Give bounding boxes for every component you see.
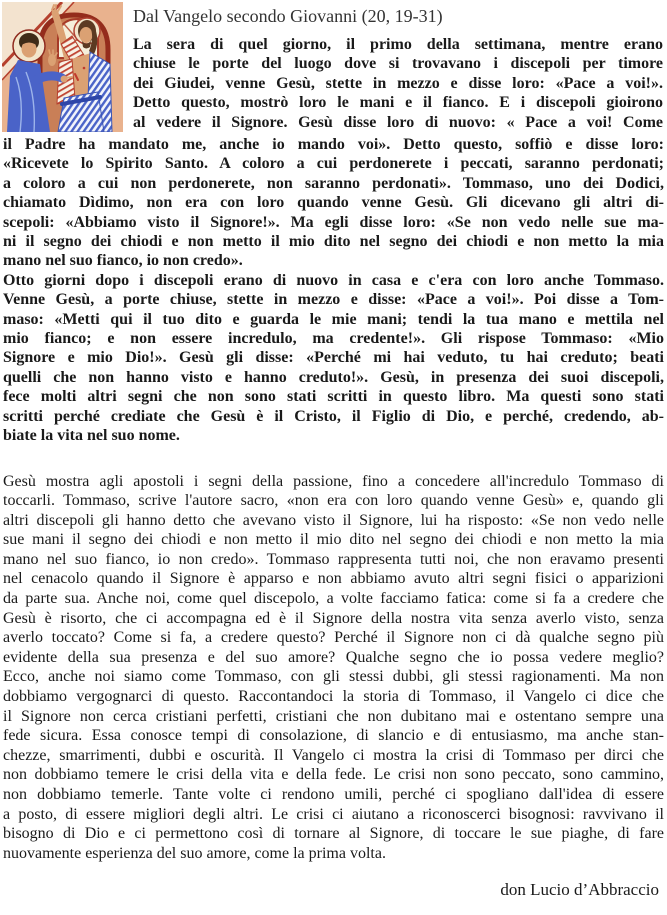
incredulity-of-thomas-icon: [2, 2, 123, 132]
text-line: Detto questo, mostrò loro le mani e il fianco. E i discepoli gioirono: [133, 94, 663, 112]
text-line: quelli che non hanno visto e hanno creduto!». Gesù, in presenza dei suoi discepoli,: [3, 368, 664, 386]
text-line: il Padre ha mandato me, anche io mando voi». Detto questo, soffiò e disse loro:: [3, 136, 664, 153]
text-line: Gesù mostra agli apostoli i segni della passione, fino a concedere all'incredulo Tommaso di: [3, 472, 664, 490]
text-line: chiamato Dìdimo, non era con loro quando venne Gesù. Gli dicevano gli altri di-: [3, 194, 664, 212]
incredulity-of-thomas-icon: [2, 2, 123, 132]
text-line: nuovamente esperienza del suo amore, come la prima volta.: [3, 844, 386, 862]
text-line: a posto, di essere migliori degli altri. Le crisi ci aiutano a riconoscerci bisognosi: ravvivano il: [3, 805, 664, 823]
text-line: al vedere il Signore. Gesù disse loro di nuovo: « Pace a voi! Come: [133, 113, 663, 131]
text-line: scritti perché crediate che Gesù è il Cristo, il Figlio di Dio, e perché, credendo, ab-: [3, 407, 664, 425]
gospel-reading-paragraph-1: [3, 135, 664, 271]
text-line: chezze, smarrimenti, dubbi e oscurità. Il Vangelo ci mostra la crisi di Tommaso per dirci che: [3, 746, 664, 764]
text-line: La sera di quel giorno, il primo della settimana, mentre erano: [133, 36, 663, 53]
text-line: mano nel suo fianco, io non credo». Tommaso rappresenta tutti noi, che non eravamo presenti: [3, 550, 664, 568]
text-line: chiuse le porte del luogo dove si trovavano i discepoli per timore: [133, 55, 663, 73]
text-line: Venne Gesù, a porte chiuse, stette in mezzo e disse: «Pace a voi!». Poi disse a Tom-: [3, 291, 664, 309]
text-line: scepoli: «Abbiamo visto il Signore!». Ma egli disse loro: «Se non vedo nelle sue ma-: [3, 213, 664, 231]
text-line: maso: «Metti qui il tuo dito e guarda le mie mani; tendi la tua mano e mettila nel: [3, 310, 664, 328]
text-line: Ecco, anche noi siamo come Tommaso, con gli stessi dubbi, gli stessi ragionamenti. Ma non: [3, 668, 664, 686]
text-line: fece molti altri segni che non sono stati scritti in questo libro. Ma questi sono stati: [3, 388, 664, 406]
text-line: altri discepoli gli hanno detto che avevano visto il Signore, lui ha risposto: «Se non vedo nelle: [3, 511, 664, 529]
author-signature: don Lucio d’Abbraccio: [500, 880, 659, 900]
text-line: dobbiamo vergognarci di questo. Raccontandoci la storia di Tommaso, il Vangelo ci dice che: [3, 688, 664, 706]
text-line: Gesù è risorto, che ci accompagna ed è il Signore della nostra vita senza averlo visto, senza: [3, 609, 664, 627]
text-line: ni il segno dei chiodi e non metto il mio dito nel segno dei chiodi e non metto la mia: [3, 233, 664, 251]
gospel-title: Dal Vangelo secondo Giovanni (20, 19-31): [133, 6, 443, 26]
text-line: «Ricevete lo Spirito Santo. A coloro a cui perdonerete i peccati, saranno perdonati;: [3, 155, 664, 173]
gospel-reading-beside-image: [133, 35, 663, 132]
text-line: biate la vita nel suo nome.: [3, 427, 180, 445]
text-line: sue mani il segno dei chiodi e non metto il mio dito nel segno dei chiodi e non metto la mia: [3, 531, 664, 549]
text-line: mio fianco; e non essere incredulo, ma credente!». Gli rispose Tommaso: «Mio: [3, 330, 664, 348]
text-line: toccarli. Tommaso, scrive l'autore sacro, «non era con loro quando venne Gesù» e, quando gli: [3, 492, 664, 510]
text-line: Otto giorni dopo i discepoli erano di nuovo in casa e c'era con loro anche Tommaso.: [3, 271, 664, 289]
commentary-text: [3, 472, 664, 864]
text-line: fede sicura. Essa conosce tempi di consolazione, di slancio e di entusiasmo, ma anche stan-: [3, 727, 664, 745]
gospel-reading-paragraph-2: [3, 271, 664, 446]
text-line: il Signore non cerca cristiani perfetti, cristiani che non dubitano mai e ostentano sempre una: [3, 707, 664, 725]
text-line: evidente della sua presenza e del suo amore? Qualche segno che io possa vedere meglio?: [3, 648, 664, 666]
text-line: non dobbiamo temere le crisi della vita e della fede. Le crisi non sono peccato, sono cammino,: [3, 766, 664, 784]
text-line: nel cenacolo quando il Signore è apparso e non abbiamo avuto altri segni fisici o apparizioni: [3, 570, 664, 588]
text-line: averlo toccato? Come si fa, a credere questo? Perché il Signore non ci dà qualche segno più: [3, 629, 664, 647]
text-line: Signore e mio Dio!». Gesù gli disse: «Perché mi hai veduto, tu hai creduto; beati: [3, 349, 664, 367]
text-line: a coloro a cui non perdonerete, non saranno perdonati». Tommaso, uno dei Dodici,: [3, 174, 664, 192]
text-line: bisogno di Dio e ci permettono così di tornare al Signore, di toccare le sue piaghe, di fare: [3, 825, 664, 843]
text-line: non dobbiamo temerle. Tante volte ci rendono umili, perché ci spogliano dall'idea di essere: [3, 786, 664, 803]
text-line: mano nel suo fianco, io non credo».: [3, 252, 243, 270]
text-line: dei Giudei, venne Gesù, stette in mezzo e disse loro: «Pace a voi!».: [133, 74, 663, 92]
text-line: da parte sua. Anche noi, come quel discepolo, a volte facciamo fatica: come si fa a credere che: [3, 590, 664, 608]
